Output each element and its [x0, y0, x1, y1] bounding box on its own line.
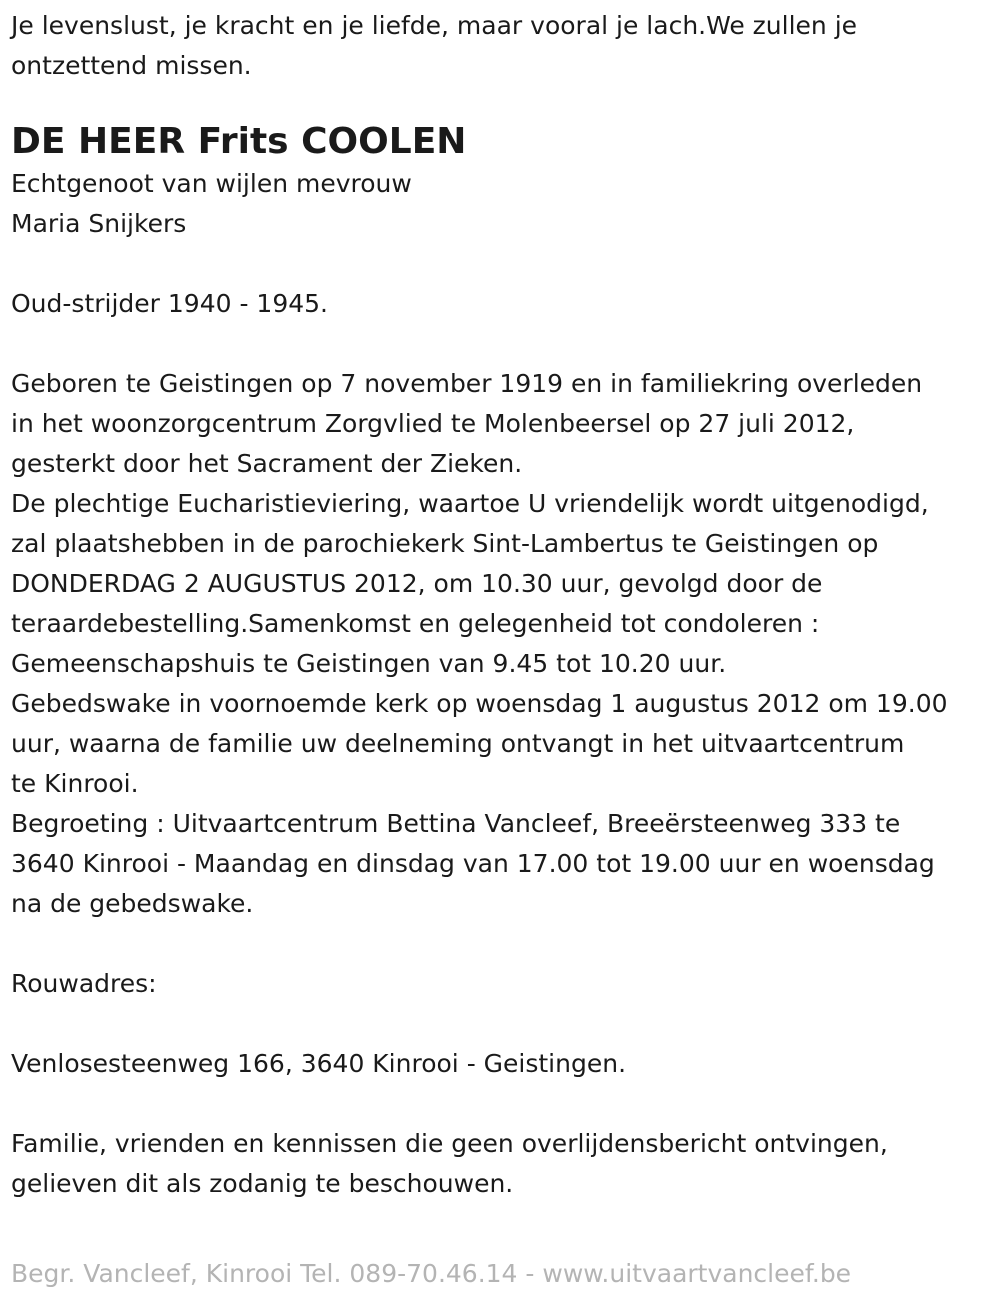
details-line: na de gebedswake.: [11, 889, 254, 918]
spouse-line-2: Maria Snijkers: [11, 209, 187, 238]
deceased-name-title: DE HEER Frits COOLEN: [11, 121, 467, 162]
details-line: De plechtige Eucharistieviering, waartoe U vriendelijk wordt uitgenodigd,: [11, 489, 929, 518]
spacer: [11, 1084, 996, 1124]
intro-line-1: Je levenslust, je kracht en je liefde, maar vooral je lach.We zullen je: [11, 11, 858, 40]
notice-line-1: Familie, vrienden en kennissen die geen overlijdensbericht ontvingen,: [11, 1129, 888, 1158]
details-line: DONDERDAG 2 AUGUSTUS 2012, om 10.30 uur, gevolgd door de: [11, 569, 823, 598]
details-line: gesterkt door het Sacrament der Zieken.: [11, 449, 523, 478]
details-line: te Kinrooi.: [11, 769, 139, 798]
spouse-line-1: Echtgenoot van wijlen mevrouw: [11, 169, 412, 198]
details-line: in het woonzorgcentrum Zorgvlied te Molenbeersel op 27 juli 2012,: [11, 409, 855, 438]
details-line: 3640 Kinrooi - Maandag en dinsdag van 17.00 tot 19.00 uur en woensdag: [11, 849, 935, 878]
spacer: [11, 1004, 996, 1044]
intro-line-2: ontzettend missen.: [11, 51, 252, 80]
spacer: [11, 324, 996, 364]
details-line: teraardebestelling.Samenkomst en gelegenheid tot condoleren :: [11, 609, 820, 638]
details-line: Gemeenschapshuis te Geistingen van 9.45 tot 10.20 uur.: [11, 649, 727, 678]
spacer: [11, 86, 996, 120]
funeral-home-footer: Begr. Vancleef, Kinrooi Tel. 089-70.46.14 - www.uitvaartvancleef.be: [11, 1259, 852, 1288]
details-block: [11, 364, 996, 924]
details-line: Gebedswake in voornoemde kerk op woensdag 1 augustus 2012 om 19.00: [11, 689, 948, 718]
address-label: Rouwadres:: [11, 969, 157, 998]
notice-line-2: gelieven dit als zodanig te beschouwen.: [11, 1169, 514, 1198]
address-value: Venlosesteenweg 166, 3640 Kinrooi - Geistingen.: [11, 1049, 627, 1078]
spacer: [11, 244, 996, 284]
details-line: Begroeting : Uitvaartcentrum Bettina Vancleef, Breeërsteenweg 333 te: [11, 809, 901, 838]
details-line: zal plaatshebben in de parochiekerk Sint-Lambertus te Geistingen op: [11, 529, 879, 558]
spacer: [11, 924, 996, 964]
obituary-text: [11, 6, 996, 1204]
details-line: Geboren te Geistingen op 7 november 1919 en in familiekring overleden: [11, 369, 923, 398]
details-line: uur, waarna de familie uw deelneming ontvangt in het uitvaartcentrum: [11, 729, 905, 758]
veteran-line: Oud-strijder 1940 - 1945.: [11, 289, 328, 318]
